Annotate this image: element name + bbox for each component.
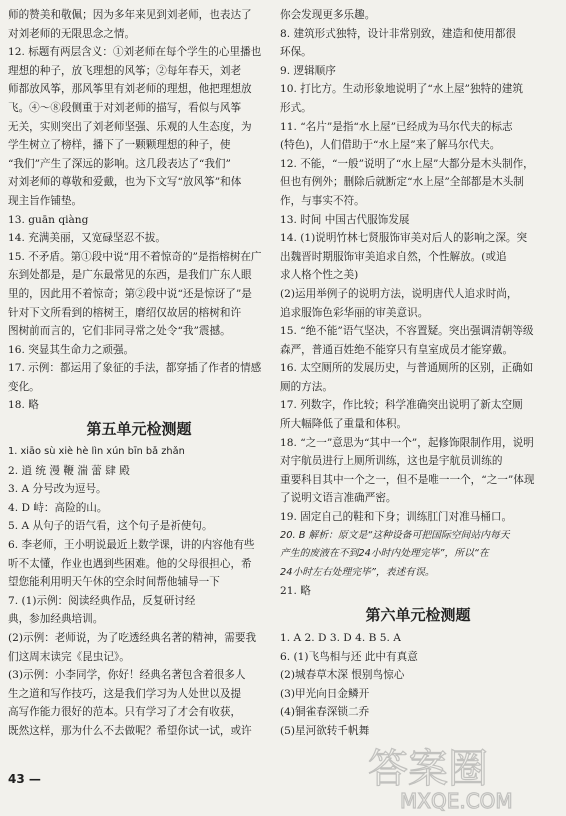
answer-line: 听不太懂，作业也遇到些困难。他的父母很担心，希 (8, 557, 252, 570)
answer-line: 图树前而言的，它们非同寻常之处令“我”震撼。 (8, 325, 231, 338)
answer-line: 11. “名片”是指“水上屋”已经成为马尔代夫的标志 (280, 120, 513, 133)
answer-line: 形式。 (280, 101, 312, 114)
answer-line: 变化。 (8, 380, 40, 393)
answer-line: 14. (1)说明竹林七贤服饰审美对后人的影响之深。突 (280, 232, 528, 245)
answer-line: 18. 略 (8, 399, 39, 412)
answer-line: 1. A 2. D 3. D 4. B 5. A (280, 632, 401, 644)
answer-line: 追求服饰色彩华丽的审美意识。 (280, 306, 429, 319)
answer-line: 了说明文语言准确严密。 (280, 492, 397, 505)
answer-line: “我们”产生了深远的影响。这几段表达了“我们” (8, 157, 231, 170)
answer-note-line: 24小时左右处理完毕”，表述有误。 (280, 566, 435, 578)
answer-line: 生之道和写作技巧，这是我们学习为人处世以及提 (8, 687, 242, 700)
answer-line: 21. 略 (280, 585, 311, 598)
answer-note-line: 产生的废液在不到24小时内处理完毕”，所以“在 (280, 548, 489, 560)
answer-line: 既然这样，那为什么不去做呢？希望你试一试，或许 (8, 724, 252, 737)
answer-line: 6. 李老师，王小明说最近上数学课，讲的内容他有些 (8, 539, 255, 552)
answer-line: 对宇航员进行上厕所训练，这也是宇航员训练的 (280, 455, 503, 468)
answer-line: 环保。 (280, 46, 312, 59)
answer-line: 但也有例外；删除后就断定“水上屋”全部都是木头制 (280, 176, 524, 189)
answer-line: 18. “之一”意思为“其中一个”，起修饰限制作用，说明 (280, 436, 534, 449)
section-heading: 第五单元检测题 (86, 420, 192, 439)
watermark-logo (360, 738, 560, 814)
answer-line: (4)铜雀春深锁二乔 (280, 706, 370, 719)
answer-line: 求人格个性之美) (280, 269, 359, 282)
answer-line: 6. (1)飞鸟相与还 此中有真意 (280, 650, 418, 663)
answer-line: 1. xiāo sù xiè hè lìn xún bīn bǎ zhǎn (8, 446, 185, 458)
answer-line: (3)示例：小李同学，你好！经典名著包含着很多人 (8, 669, 246, 682)
answer-line: 17. 列数字，作比较；科学准确突出说明了新太空厕 (280, 399, 523, 412)
answer-line: 5. A 从句子的语气看，这个句子是祈使句。 (8, 520, 213, 533)
answer-line: 高写作能力很好的范本。只有学习了才会有收获， (8, 706, 242, 719)
answer-line: 飞。④～⑧段侧重于对刘老师的描写，看似与风筝 (8, 101, 242, 114)
watermark-url-text: MXQE.COM (400, 789, 513, 813)
section-heading: 第六单元检测题 (365, 606, 471, 624)
answer-line: 8. 建筑形式独特，设计非常别致，建造和使用都很 (280, 27, 516, 40)
answer-line: (5)星河欲转千帆舞 (280, 724, 370, 737)
answer-line: 厕的方法。 (280, 380, 333, 393)
answer-line: 学生树立了榜样，播下了一颗颗理想的种子，使 (8, 139, 231, 152)
answer-line: 7. (1)示例：阅读经典作品，反复研讨经 (8, 594, 196, 607)
answer-line: 13. guān qiàng (8, 213, 89, 226)
answer-line: (2)运用举例子的说明方法，说明唐代人追求时尚， (280, 287, 518, 300)
answer-line: 10. 打比方。生动形象地说明了“水上屋”独特的建筑 (280, 83, 523, 96)
answer-line: 理想的种子，放飞理想的风筝；②每年春天，刘老 (8, 64, 242, 77)
answer-line: 12. 标题有两层含义：①刘老师在每个学生的心里播也 (8, 46, 262, 59)
answer-line: 14. 充满美丽，又宽碌坚忍不拔。 (8, 232, 166, 245)
answer-line: 师的赞美和敬佩；因为多年来见到刘老师，也表达了 (8, 9, 252, 21)
answer-line: 针对下文所看到的榕树王，磨绍仅故居的榕树和许 (8, 306, 242, 319)
answer-line: 师都放风筝，那风筝里有刘老师的理想，他把理想放 (8, 83, 252, 96)
answer-line: 19. 固定自己的鞋和下身；训练肛门对准马桶口。 (280, 511, 513, 524)
answer-line: 作，与事实不符。 (280, 194, 365, 207)
answer-line: 森严，普通百姓绝不能穿只有皇室成员才能穿戴。 (280, 343, 514, 356)
answer-line: (2)示例：老师说，为了吃透经典名著的精神，需要我 (8, 632, 257, 644)
answer-line: 对刘老师的无限思念之情。 (8, 27, 136, 40)
answer-line: 13. 时间 中国古代服饰发展 (280, 213, 410, 226)
answer-line: 2. 逍 统 漫 鞭 湍 蕾 肆 殿 (8, 464, 130, 477)
answer-line: (2)城春草木深 恨别鸟惊心 (280, 669, 405, 682)
answer-line: 17. 示例：都运用了象征的手法，都穿插了作者的情感 (8, 362, 262, 375)
answer-line: 16. 突显其生命力之顽强。 (8, 343, 135, 356)
answer-line: 9. 逻辑顺序 (280, 64, 336, 77)
answer-line: 里的，因此用不着惊奇；第②段中说“还是惊讶了”是 (8, 287, 252, 300)
answer-line: (特色)，人们借助于“水上屋”来了解马尔代夫。 (280, 139, 501, 152)
right-column (280, 6, 556, 741)
answer-line: 对刘老师的尊敬和爱戴，也为下文写“放风筝”和体 (8, 176, 242, 189)
answer-line: 4. D 峙：高险的山。 (8, 501, 108, 514)
answer-line: 12. 不能，“一般”说明了“水上屋”大都分是木头制作， (280, 157, 534, 170)
page-number-text: 43 (8, 772, 25, 786)
answer-line: 你会发现更多乐趣。 (280, 9, 376, 21)
answer-line: 出魏晋时期服饰审美追求自然，个性解放。(或追 (280, 250, 507, 263)
answer-line: 们这周末读完《昆虫记》。 (8, 650, 130, 663)
answer-line: 无关，实则突出了刘老师坚强、乐观的人生态度，为 (8, 120, 252, 133)
answer-line: 15. 不矛盾。第①段中说“用不着惊奇的”是指榕树在广 (8, 250, 262, 263)
left-column (8, 6, 270, 741)
answer-line: 所大幅降低了重量和体积。 (280, 418, 408, 431)
answer-line: 15. “绝不能”语气坚决，不容置疑。突出强调清朝等级 (280, 325, 534, 338)
page-number: 43 — (8, 772, 41, 786)
answer-line: 东到处都是，是广东最常见的东西，是我们广东人眼 (8, 269, 252, 282)
answer-line: 典，参加经典培训。 (8, 613, 104, 626)
answer-line: 3. A 分号改为逗号。 (8, 483, 107, 496)
answer-line: 现主旨作铺垫。 (8, 194, 83, 207)
answer-line: 重要科目其中一个之一，但不是唯一一个，“之一”体现 (280, 473, 535, 486)
answer-line: 16. 太空厕所的发展历史，与普通厕所的区别，正确如 (280, 362, 534, 375)
watermark-main-text: 答案圈 (368, 746, 488, 792)
answer-line: 望您能利用明天午休的空余时间帮他辅导一下 (8, 576, 220, 589)
answer-note-line: 20. B 解析：原文是“这种设备可把国际空间站内每天 (280, 529, 510, 541)
answer-line: (3)甲光向日金鳞开 (280, 687, 370, 700)
